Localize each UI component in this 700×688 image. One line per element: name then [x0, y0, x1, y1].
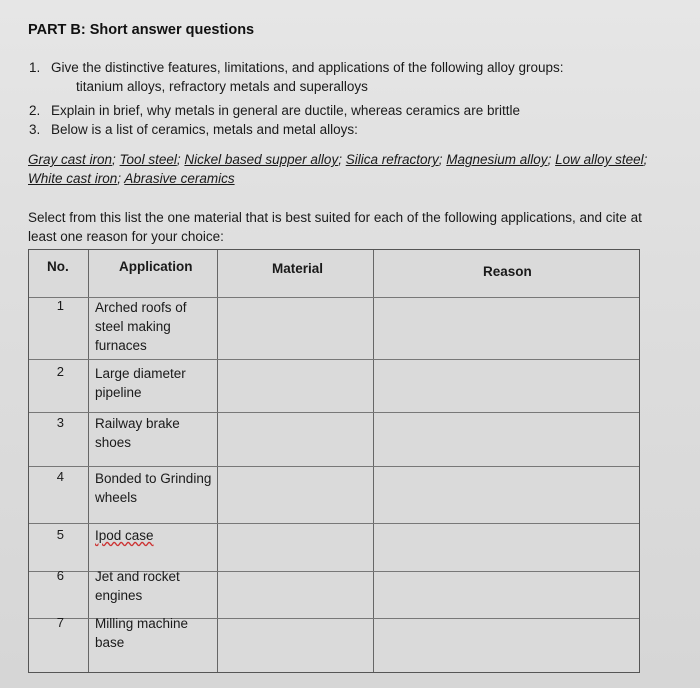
separator: ;: [643, 152, 648, 167]
material-item: Low alloy steel: [555, 152, 644, 167]
question-3: [29, 120, 358, 139]
separator: ;: [438, 152, 447, 167]
row-number: 5: [56, 527, 64, 542]
material-item: Nickel based supper alloy: [184, 152, 339, 167]
question-number: 1.: [29, 60, 41, 75]
material-item: White cast iron: [28, 171, 118, 186]
header-no: No.: [47, 259, 69, 274]
material-item: Abrasive ceramics: [124, 171, 235, 186]
separator: ;: [176, 152, 185, 167]
row-number: 2: [56, 364, 64, 379]
row-number: 3: [56, 415, 64, 430]
row-divider: [29, 412, 639, 413]
row-number: 1: [56, 298, 64, 313]
row-application: Railway brake shoes: [95, 416, 180, 450]
separator: ;: [117, 171, 125, 186]
column-divider: [88, 250, 89, 672]
material-item: Tool steel: [119, 152, 177, 167]
row-application-text: Ipod case: [95, 528, 154, 543]
question-number: 3.: [29, 122, 41, 137]
applications-table: [28, 249, 640, 673]
row-divider: [29, 523, 639, 524]
material-item: Gray cast iron: [28, 152, 113, 167]
header-reason: Reason: [483, 264, 532, 279]
row-divider: [29, 466, 639, 467]
question-2: [29, 101, 520, 120]
separator: ;: [112, 152, 120, 167]
row-number: 4: [56, 469, 64, 484]
instruction-text: Select from this list the one material that is best suited for each of the following applications, and cite at least one reason for your choice:: [28, 210, 642, 244]
materials-list: [28, 150, 668, 188]
question-number: 2.: [29, 103, 41, 118]
header-material: Material: [272, 261, 324, 276]
row-application: [95, 526, 215, 545]
row-number: 6: [56, 568, 64, 583]
row-application: Large diameter pipeline: [95, 366, 186, 400]
column-divider: [217, 250, 218, 672]
row-application: Arched roofs of steel making furnaces: [95, 300, 187, 353]
row-application: Jet and rocket engines: [95, 569, 180, 603]
question-1-continuation: titanium alloys, refractory metals and superalloys: [76, 79, 368, 94]
separator: ;: [338, 152, 346, 167]
material-item: Silica refractory: [345, 152, 439, 167]
material-item: Magnesium alloy: [446, 152, 548, 167]
header-application: Application: [119, 259, 193, 274]
question-1: [29, 58, 564, 77]
question-text: Give the distinctive features, limitations, and applications of the following alloy groups:: [51, 60, 564, 75]
question-text: Below is a list of ceramics, metals and metal alloys:: [51, 122, 358, 137]
row-application: Milling machine base: [95, 616, 189, 650]
section-heading: PART B: Short answer questions: [28, 22, 255, 38]
separator: ;: [547, 152, 556, 167]
row-number: 7: [56, 615, 64, 630]
column-divider: [373, 250, 374, 672]
question-text: Explain in brief, why metals in general are ductile, whereas ceramics are brittle: [51, 103, 520, 118]
row-divider: [29, 359, 639, 360]
row-application: Bonded to Grinding wheels: [95, 471, 212, 505]
